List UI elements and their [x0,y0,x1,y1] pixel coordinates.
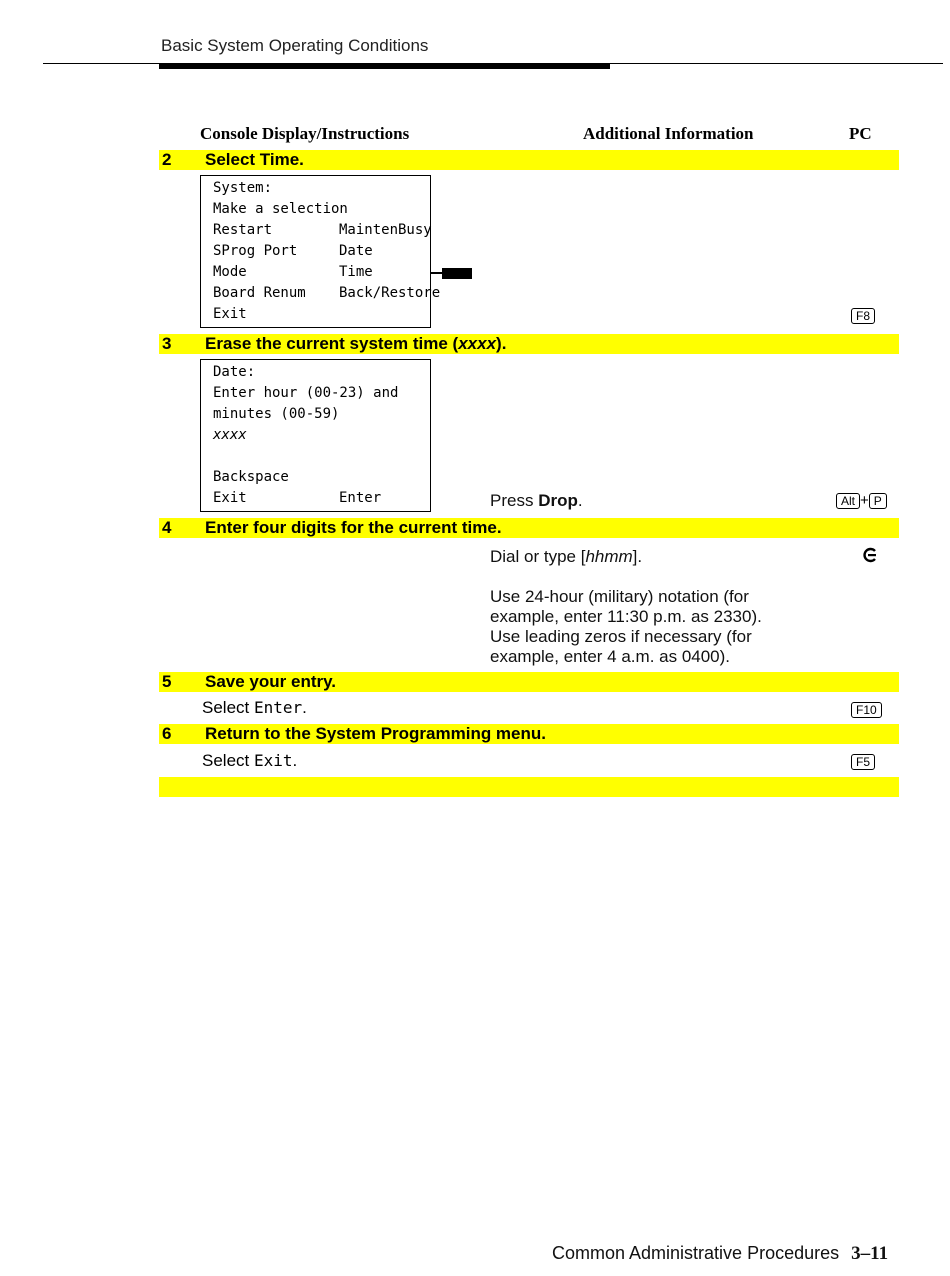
alt-p-keys: Alt + P [836,492,887,510]
console-screen-system [200,175,441,328]
screen-option: Enter [339,490,382,506]
step-number: 6 [162,724,172,743]
step-title: Enter four digits for the current time. [205,518,502,537]
pointer-line [430,272,442,274]
screen-value: xxxx [213,427,247,443]
step-band-2 [159,150,899,170]
column-heading-pc: PC [849,124,872,143]
step-number: 2 [162,150,172,169]
column-heading-info: Additional Information [583,124,754,143]
step-title: Return to the System Programming menu. [205,724,546,743]
step-band-4 [159,518,899,538]
f8-key-icon: F8 [851,308,875,324]
step4-notation-text: Use 24-hour (military) notation (for example, enter 11:30 p.m. as 2330). Use leading zeros if necessary (for example, enter 4 a.m. as 0400). [490,587,762,666]
phone-dial-icon [862,547,878,563]
step5-instruction: Select Enter. [202,698,307,717]
screen-option: Exit [213,306,247,322]
step-title: Erase the current system time (xxxx). [205,334,507,353]
step-title: Save your entry. [205,672,337,691]
step6-instruction: Select Exit. [202,751,298,770]
screen-line: Enter hour (00-23) and [213,385,399,401]
screen-line: minutes (00-59) [213,406,340,422]
f10-key-icon: F10 [851,702,882,718]
step-band-3 [159,334,899,354]
table-end-band [159,777,899,797]
step4-dial-text: Dial or type [hhmm]. [490,547,643,566]
screen-option: Back/Restore [339,285,441,301]
page-header-title: Basic System Operating Conditions [161,36,429,55]
console-screen-date [200,359,431,512]
p-key-icon: P [869,493,887,509]
screen-line: Make a selection [213,201,348,217]
page-footer [552,1243,888,1265]
screen-option-time: Time [339,264,373,280]
step-number: 3 [162,334,172,353]
screen-option: MaintenBusy [339,222,432,238]
f5-key-icon: F5 [851,754,875,770]
pointer-arrow-icon [442,268,472,279]
screen-option: Backspace [213,469,289,485]
screen-option: Exit [213,490,247,506]
alt-key-icon: Alt [836,493,860,509]
screen-line: System: [213,180,273,196]
screen-option: Date [339,243,373,259]
screen-option: Mode [213,264,247,280]
screen-option: Restart [213,222,273,238]
step-number: 4 [162,518,172,537]
screen-option: SProg Port [213,243,298,259]
page-number: 3–11 [851,1243,889,1264]
step-band-5 [159,672,899,692]
column-heading-console: Console Display/Instructions [200,124,410,143]
step-number: 5 [162,672,172,691]
step-band-6 [159,724,899,744]
step3-info: Press Drop. [490,491,583,510]
screen-option: Board Renum [213,285,306,301]
footer-text: Common Administrative Procedures [552,1243,840,1263]
step-title: Select Time. [205,150,304,169]
header-rule-thick [159,63,610,69]
screen-line: Date: [213,364,256,380]
